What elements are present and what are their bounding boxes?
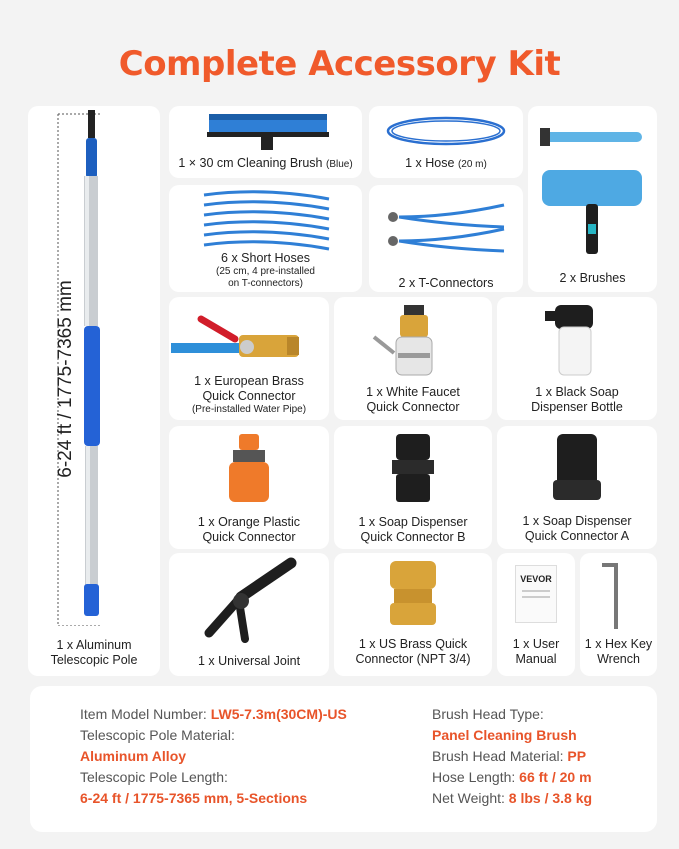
pole-card xyxy=(28,106,160,676)
specs-right-column xyxy=(432,704,592,809)
manual-caption-1: 1 x User xyxy=(512,637,560,651)
cleaning-brush-main: 1 × 30 cm Cleaning Brush xyxy=(178,156,323,170)
manual-card xyxy=(497,553,575,676)
hose-image xyxy=(369,106,523,156)
hex-key-card xyxy=(580,553,657,676)
pole-material-value: Aluminum Alloy xyxy=(80,748,187,764)
short-hoses-caption-3: on T-connectors) xyxy=(228,278,303,289)
orange-plastic-caption-1: 1 x Orange Plastic xyxy=(197,515,301,529)
manual-caption-2: Manual xyxy=(515,652,557,666)
pole-length-spec-value: 6-24 ft / 1775-7365 mm, 5-Sections xyxy=(80,790,308,806)
short-hoses-image xyxy=(169,185,362,255)
orange-plastic-caption-2: Quick Connector xyxy=(202,530,296,544)
t-connectors-image xyxy=(369,185,523,260)
manual-brand: VEVOR xyxy=(520,574,552,584)
soap-b-caption-2: Quick Connector B xyxy=(360,530,466,544)
european-brass-card xyxy=(169,297,329,420)
short-hoses-caption-2: (25 cm, 4 pre-installed xyxy=(216,266,315,277)
universal-joint-image xyxy=(169,553,329,648)
hex-key-caption-1: 1 x Hex Key xyxy=(584,637,653,651)
hose-main: 1 x Hose xyxy=(405,156,455,170)
cleaning-brush-card xyxy=(169,106,362,178)
soap-dispenser-bottle-image xyxy=(497,297,657,382)
cleaning-brush-image xyxy=(169,106,362,156)
short-hoses-caption-1: 6 x Short Hoses xyxy=(221,251,310,265)
us-brass-caption-2: Connector (NPT 3/4) xyxy=(355,652,471,666)
soap-a-caption-1: 1 x Soap Dispenser xyxy=(522,514,632,528)
pole-material-label: Telescopic Pole Material: xyxy=(80,727,235,743)
t-connectors-caption: 2 x T-Connectors xyxy=(398,276,494,290)
white-faucet-caption-2: Quick Connector xyxy=(366,400,460,414)
specifications-panel xyxy=(30,686,657,832)
net-weight-value: 8 lbs / 3.8 kg xyxy=(508,790,593,806)
us-brass-caption-1: 1 x US Brass Quick xyxy=(358,637,468,651)
us-brass-connector-image xyxy=(334,553,492,633)
universal-joint-card xyxy=(169,553,329,676)
hose-note: (20 m) xyxy=(457,159,487,170)
microfiber-brushes-image xyxy=(528,106,657,266)
soap-dispenser-connector-a-image xyxy=(497,426,657,511)
soap-bottle-caption-1: 1 x Black Soap xyxy=(535,385,619,399)
european-brass-connector-image xyxy=(169,297,329,367)
page-title: Complete Accessory Kit xyxy=(118,44,561,84)
telescopic-pole-image xyxy=(28,106,160,626)
hose-length-line xyxy=(432,767,592,788)
manual-image xyxy=(515,565,557,623)
orange-plastic-connector-image xyxy=(169,426,329,511)
universal-joint-caption: 1 x Universal Joint xyxy=(197,654,301,668)
brush-material-line xyxy=(432,746,592,767)
brushes-caption: 2 x Brushes xyxy=(559,271,626,285)
hose-length-label: Hose Length: xyxy=(432,769,520,785)
hex-key-image xyxy=(580,553,657,633)
pole-caption-2: Telescopic Pole xyxy=(50,653,138,667)
orange-plastic-card xyxy=(169,426,329,549)
brushes-card xyxy=(528,106,657,292)
european-brass-caption-2: Quick Connector xyxy=(202,389,296,403)
cleaning-brush-caption xyxy=(169,156,362,171)
soap-a-caption-2: Quick Connector A xyxy=(524,529,630,543)
model-number-label: Item Model Number: xyxy=(80,706,211,722)
model-number-value: LW5-7.3m(30CM)-US xyxy=(210,706,347,722)
pole-length-spec-label: Telescopic Pole Length: xyxy=(80,769,228,785)
soap-b-card xyxy=(334,426,492,549)
european-brass-caption-3: (Pre-installed Water Pipe) xyxy=(191,404,307,415)
hose-card xyxy=(369,106,523,178)
model-number-line xyxy=(80,704,347,725)
hex-key-caption-2: Wrench xyxy=(597,652,640,666)
brush-type-label: Brush Head Type: xyxy=(432,706,544,722)
specs-left-column xyxy=(80,704,347,809)
net-weight-label: Net Weight: xyxy=(432,790,509,806)
brush-material-value: PP xyxy=(567,748,587,764)
t-connectors-card xyxy=(369,185,523,292)
us-brass-card xyxy=(334,553,492,676)
pole-caption-1: 1 x Aluminum xyxy=(56,638,132,652)
soap-a-card xyxy=(497,426,657,549)
hose-length-value: 66 ft / 20 m xyxy=(519,769,592,785)
white-faucet-connector-image xyxy=(334,297,492,382)
white-faucet-caption-1: 1 x White Faucet xyxy=(366,385,460,399)
soap-bottle-card xyxy=(497,297,657,420)
soap-dispenser-connector-b-image xyxy=(334,426,492,511)
cleaning-brush-note: (Blue) xyxy=(325,159,353,170)
soap-b-caption-1: 1 x Soap Dispenser xyxy=(358,515,468,529)
brush-type-value: Panel Cleaning Brush xyxy=(432,727,577,743)
hose-caption xyxy=(369,156,523,171)
short-hoses-card xyxy=(169,185,362,292)
brush-material-label: Brush Head Material: xyxy=(432,748,568,764)
soap-bottle-caption-2: Dispenser Bottle xyxy=(531,400,623,414)
european-brass-caption-1: 1 x European Brass xyxy=(194,374,304,388)
white-faucet-card xyxy=(334,297,492,420)
net-weight-line xyxy=(432,788,592,809)
pole-length-label: 6-24 ft / 1775-7365 mm xyxy=(55,280,76,478)
